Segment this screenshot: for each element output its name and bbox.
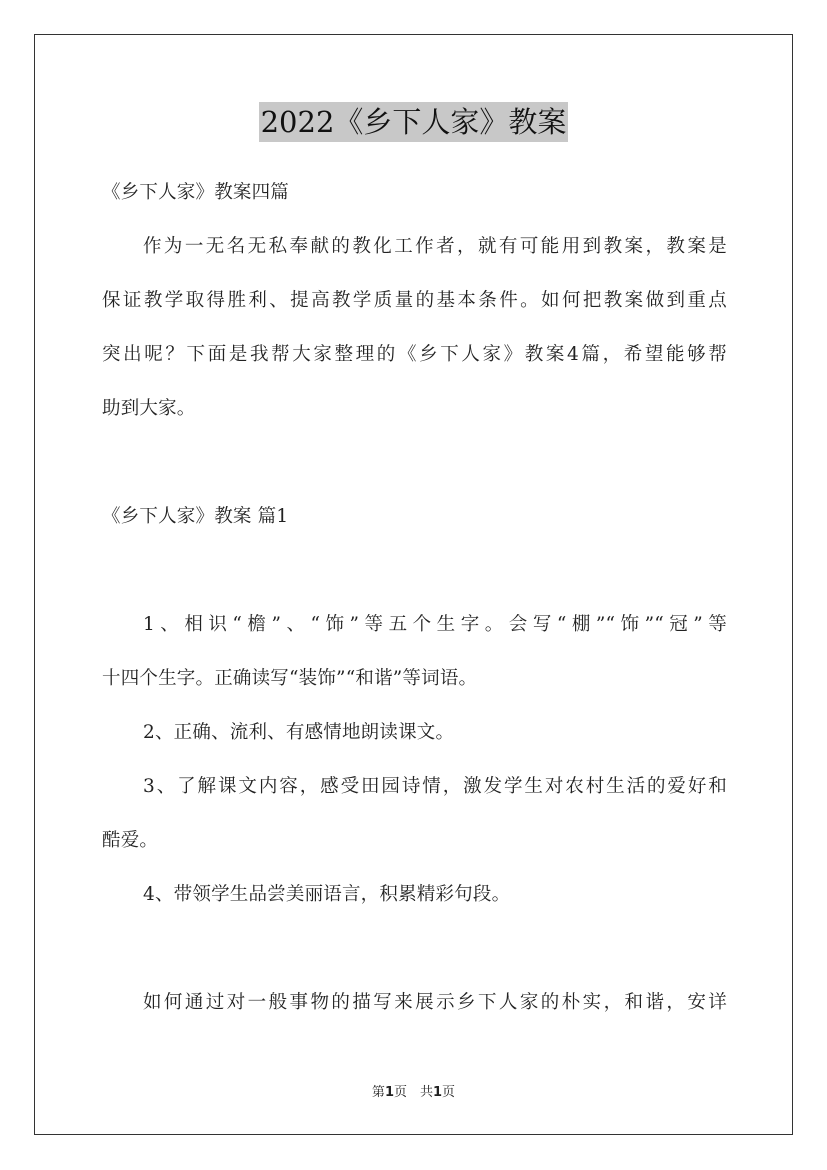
intro-line-4: 助到大家。 <box>102 398 196 419</box>
intro-line-3: 突出呢？下面是我帮大家整理的《乡下人家》教案4篇，希望能够帮 <box>102 344 727 365</box>
footer-mid: 页 共 <box>393 1085 433 1100</box>
title-container <box>0 102 827 142</box>
footer-prefix: 第 <box>371 1085 385 1100</box>
subtitle: 《乡下人家》教案四篇 <box>102 182 290 203</box>
footer-page-total: 1 <box>433 1085 443 1100</box>
objective-line-6: 4、带领学生品尝美丽语言，积累精彩句段。 <box>143 884 511 905</box>
section-heading: 《乡下人家》教案 篇1 <box>102 506 289 527</box>
objective-line-1: 1、相识“檐”、“饰”等五个生字。会写“棚”“饰”“冠”等 <box>143 614 727 635</box>
intro-line-2: 保证教学取得胜利、提高教学质量的基本条件。如何把教案做到重点 <box>102 290 727 311</box>
footer-page-current: 1 <box>384 1085 394 1100</box>
document-title: 2022《乡下人家》教案 <box>259 102 569 142</box>
intro-line-1: 作为一无名无私奉献的教化工作者，就有可能用到教案，教案是 <box>143 236 727 257</box>
objective-line-3: 2、正确、流利、有感情地朗读课文。 <box>143 722 455 743</box>
objective-line-2: 十四个生字。正确读写“装饰”“和谐”等词语。 <box>102 668 478 689</box>
page-footer <box>0 1084 827 1102</box>
body-last-line: 如何通过对一般事物的描写来展示乡下人家的朴实，和谐，安详 <box>143 992 727 1013</box>
objective-line-4: 3、了解课文内容，感受田园诗情，激发学生对农村生活的爱好和 <box>143 776 727 797</box>
footer-suffix: 页 <box>442 1085 456 1100</box>
objective-line-5: 酷爱。 <box>102 830 159 851</box>
